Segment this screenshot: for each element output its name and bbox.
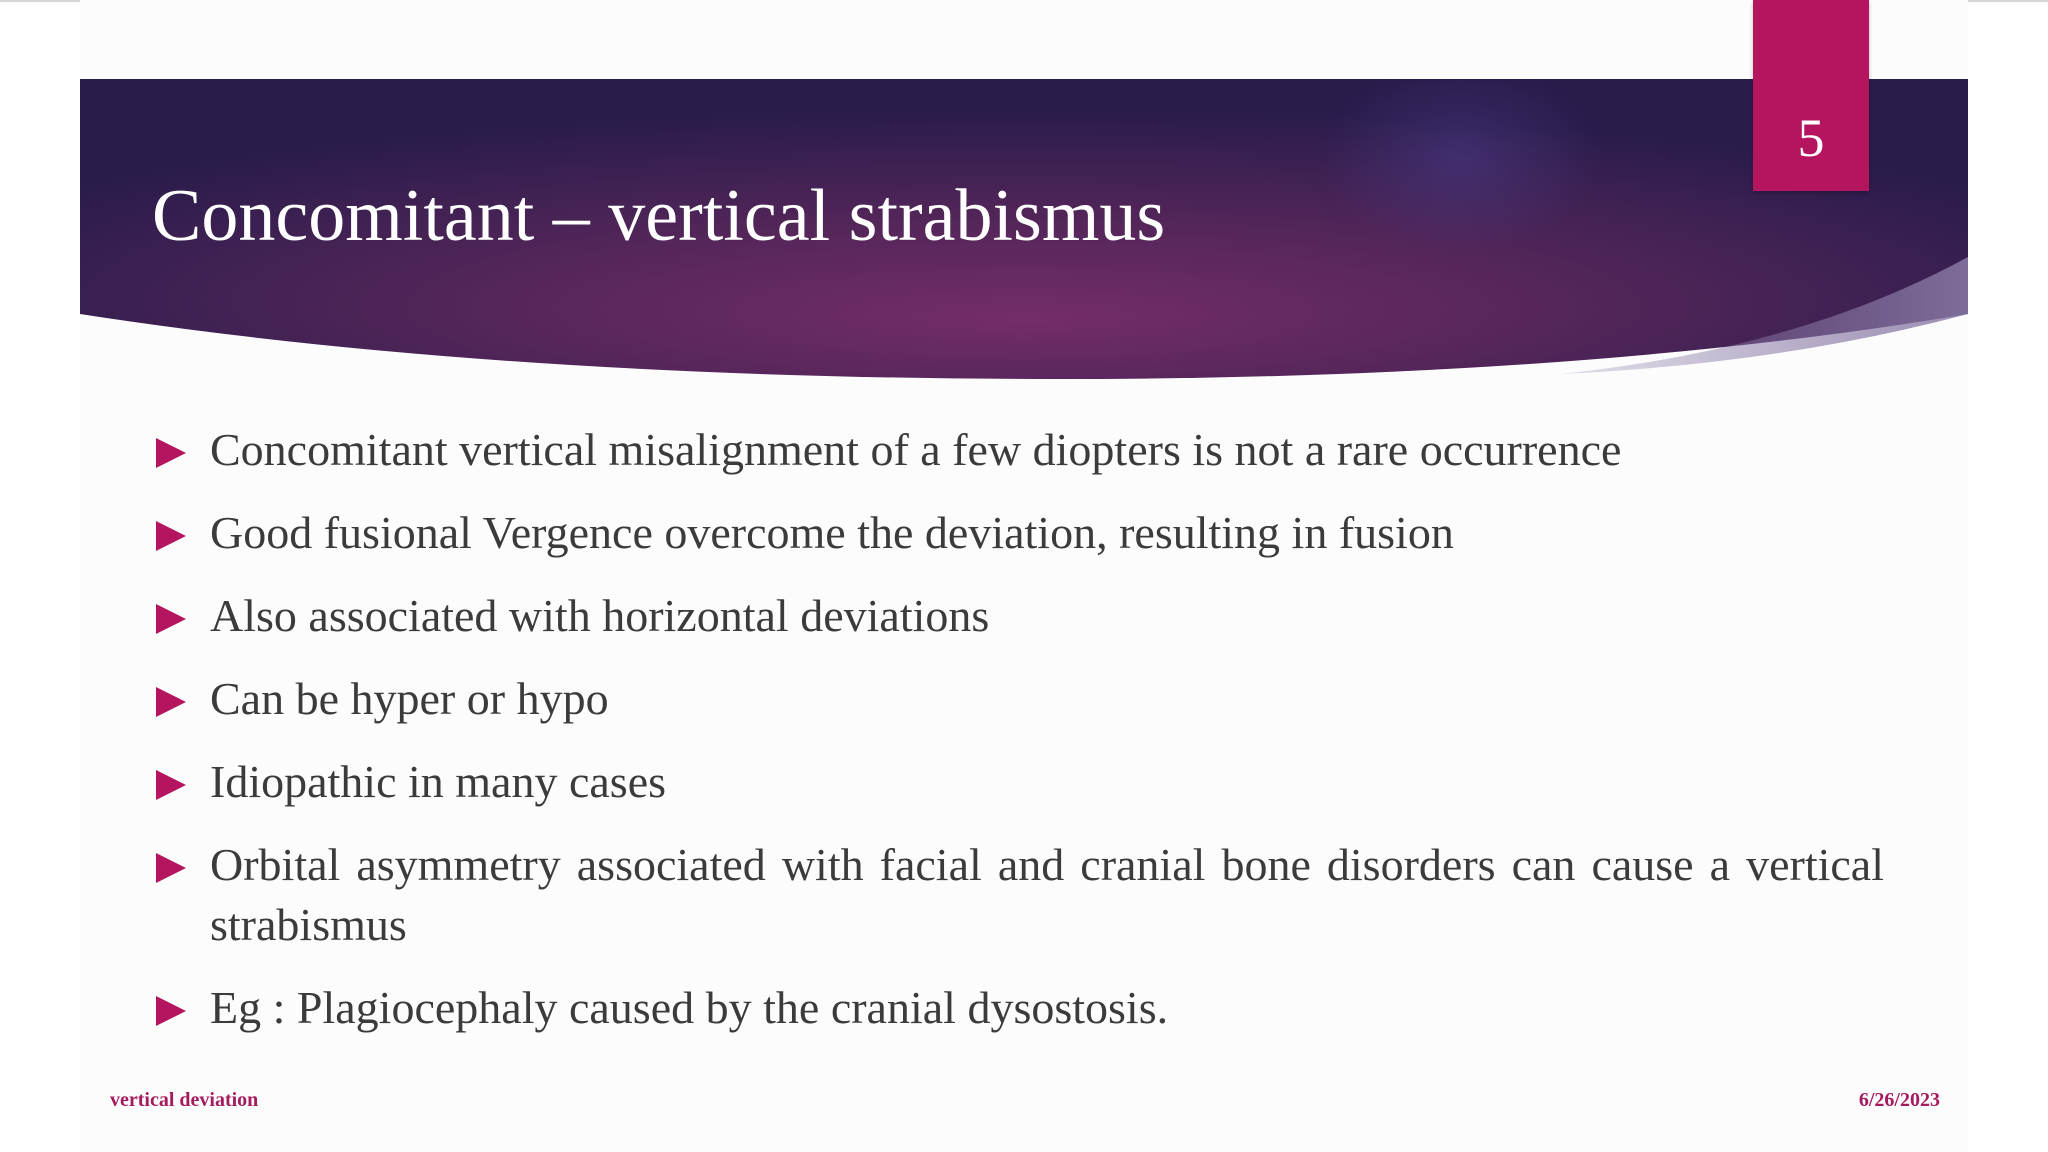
page-number: 5	[1797, 108, 1825, 168]
bullet-text: Also associated with horizontal deviations	[210, 590, 990, 641]
bullet-text: Concomitant vertical misalignment of a few diopters is not a rare occurrence	[210, 424, 1622, 475]
slide-title: Concomitant – vertical strabismus	[152, 175, 1166, 257]
triangle-right-icon	[156, 770, 186, 800]
page-number-tab	[1753, 0, 1869, 191]
bullet-item	[154, 420, 1884, 480]
triangle-right-icon	[156, 687, 186, 717]
triangle-right-icon	[156, 604, 186, 634]
bullet-text: Orbital asymmetry associated with facial and cranial bone disorders can cause a vertical strabismus	[210, 839, 1884, 950]
bullet-text: Idiopathic in many cases	[210, 756, 667, 807]
triangle-right-icon	[156, 996, 186, 1026]
bullet-item	[154, 978, 1884, 1038]
bullet-text: Can be hyper or hypo	[210, 673, 609, 724]
triangle-right-icon	[156, 438, 186, 468]
footer-title: vertical deviation	[110, 1089, 259, 1111]
bullet-item	[154, 586, 1884, 646]
bullet-text: Eg : Plagiocephaly caused by the cranial dysostosis.	[210, 982, 1169, 1033]
footer-date: 6/26/2023	[1858, 1089, 1940, 1111]
bullet-list	[154, 420, 1884, 1061]
bullet-item	[154, 503, 1884, 563]
bullet-item	[154, 669, 1884, 729]
bullet-item	[154, 835, 1884, 955]
bullet-text: Good fusional Vergence overcome the deviation, resulting in fusion	[210, 507, 1454, 558]
bullet-item	[154, 752, 1884, 812]
triangle-right-icon	[156, 521, 186, 551]
triangle-right-icon	[156, 853, 186, 883]
